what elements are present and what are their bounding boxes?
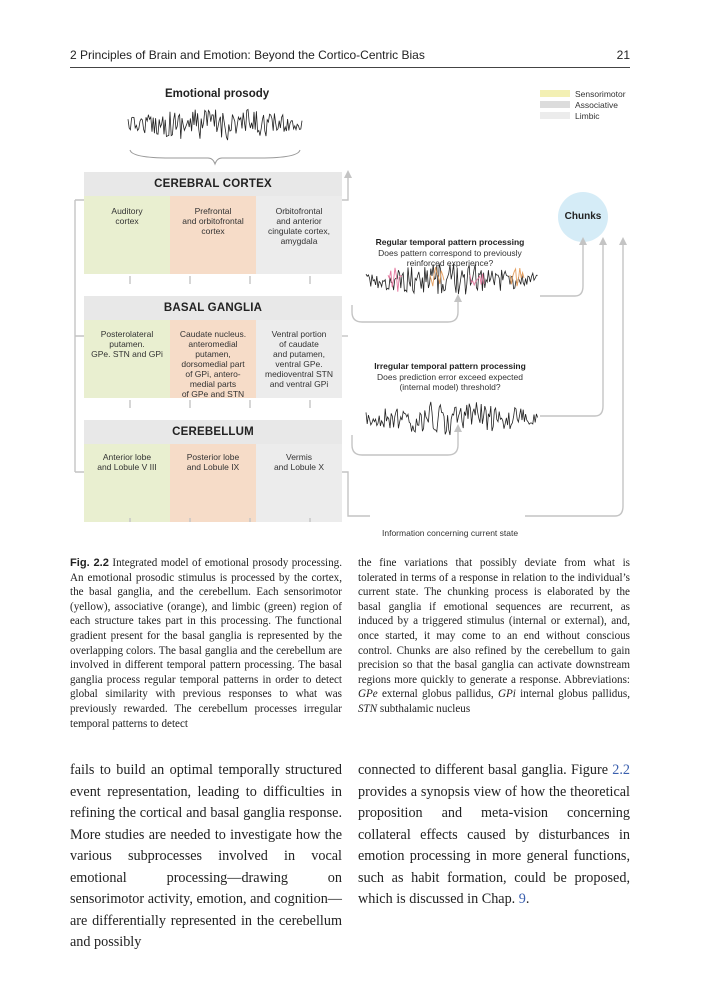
cb-region-sensorimotor: Anterior lobe and Lobule V III: [97, 452, 157, 472]
abbr-gpe: GPe: [358, 688, 378, 701]
abbr-gpi: GPi: [497, 688, 516, 701]
cortex-region-limbic: Orbitofrontal and anterior cingulate cortex, amygdala: [268, 206, 330, 246]
body-right-text-mid: provides a synopsis view of how the theoretical proposition and meta-vision concerning collateral effects caused by disturbances in emotion processing in more general functions, such as habit formation, could be proposed, which is discussed in Chap.: [358, 783, 630, 907]
bg-region-associative: Caudate nucleus. anteromedial putamen, dorsomedial part of GPi, antero- medial parts of GPe and STN: [179, 329, 247, 399]
chapter-link[interactable]: 9: [518, 891, 526, 907]
legend-limbic: Limbic: [575, 111, 600, 121]
legend-swatch-limbic: [540, 112, 570, 119]
irregular-processing-title: Irregular temporal pattern processing: [374, 361, 526, 371]
body-right-text: connected to different basal ganglia. Figure: [358, 762, 613, 778]
page-number: 21: [616, 48, 630, 62]
caption-label: Fig. 2.2: [70, 557, 109, 569]
abbr-gpe-def: external globus pallidus,: [377, 688, 498, 701]
running-head-title: 2 Principles of Brain and Emotion: Beyond the Cortico-Centric Bias: [70, 48, 425, 62]
figure-link[interactable]: 2.2: [612, 762, 630, 778]
legend-associative: Associative: [575, 100, 618, 110]
irregular-pattern-waveform: [366, 402, 538, 435]
current-state-label: Information concerning current state: [382, 528, 519, 538]
regular-processing-question: Does pattern correspond to previously reinforced experience?: [378, 248, 522, 268]
chunks-label: Chunks: [564, 211, 602, 222]
legend-swatch-associative: [540, 101, 570, 108]
abbr-gpi-def: internal globus pallidus,: [515, 688, 630, 701]
abbr-stn: STN: [358, 702, 378, 715]
figure-2-2: [70, 80, 630, 540]
figure-caption-left: [70, 556, 342, 731]
figure-caption-right: [358, 556, 630, 717]
prosody-waveform: [128, 109, 302, 140]
cb-region-associative: Posterior lobe and Lobule IX: [186, 452, 240, 472]
caption-right-text: the fine variations that possibly deviate from what is tolerated in terms of a response in relation to the individual’s current state. The chunking process is elaborated by the basal ganglia if emotional sequences are recurrent, as induced by a triggered stimulus (internal or external), and, once started, it may come to an end without conscious control. Chunks are also refined by the cerebellum to gain precision so that the basal ganglia can activate downstream regions more quickly to generate a response. Abbreviations:: [358, 557, 630, 686]
cortex-region-associative: Prefrontal and orbitofrontal cortex: [182, 206, 244, 236]
basal-ganglia-title: BASAL GANGLIA: [163, 302, 263, 314]
legend-swatch-sensorimotor: [540, 90, 570, 97]
prosody-title: Emotional prosody: [165, 88, 270, 100]
body-right-text-end: .: [525, 891, 530, 907]
running-head: [70, 48, 630, 66]
bg-region-sensorimotor: Posterolateral putamen. GPe. STN and GPi: [91, 329, 163, 359]
bg-region-limbic: Ventral portion of caudate and putamen, ventral GPe. medioventral STN and ventral GPi: [264, 329, 334, 389]
legend-sensorimotor: Sensorimotor: [575, 89, 626, 99]
header-rule: [70, 67, 630, 68]
caption-left-text: Integrated model of emotional prosody processing. An emotional prosodic stimulus is processed by the cortex, the basal ganglia, and the cerebellum. Each sensorimotor (yellow), associative (orange), and limbic (green) region of each structure takes part in this processing. The functional gradient present for the basal ganglia is represented by the overlapping colors. The basal ganglia and the cerebellum are involved in different temporal pattern processing. The basal ganglia process regular temporal patterns in order to detect global similarity with previous responses to what was previously rewarded. The cerebellum processes irregular temporal patterns to detect: [70, 557, 342, 730]
body-paragraph-left: fails to build an optimal temporally structured event representation, leading to difficulties in refining the cortical and basal ganglia response. More studies are needed to investigate how the various subprocesses involved in vocal emotional processing—drawing on sensorimotor activity, emotion, and cognition—are differentially represented in the cerebellum and possibly: [70, 762, 342, 950]
abbr-stn-def: subthalamic nucleus: [377, 702, 471, 715]
cb-region-limbic: Vermis and Lobule X: [273, 452, 325, 472]
irregular-processing-question: Does prediction error exceed expected (internal model) threshold?: [377, 372, 523, 392]
regular-processing-title: Regular temporal pattern processing: [375, 237, 525, 247]
cortex-title: CEREBRAL CORTEX: [154, 178, 272, 190]
cerebellum-title: CEREBELLUM: [172, 426, 254, 438]
prosody-brace: [130, 150, 300, 164]
cortex-region-sensorimotor: Auditory cortex: [111, 206, 143, 226]
body-paragraph-right: [358, 760, 630, 911]
